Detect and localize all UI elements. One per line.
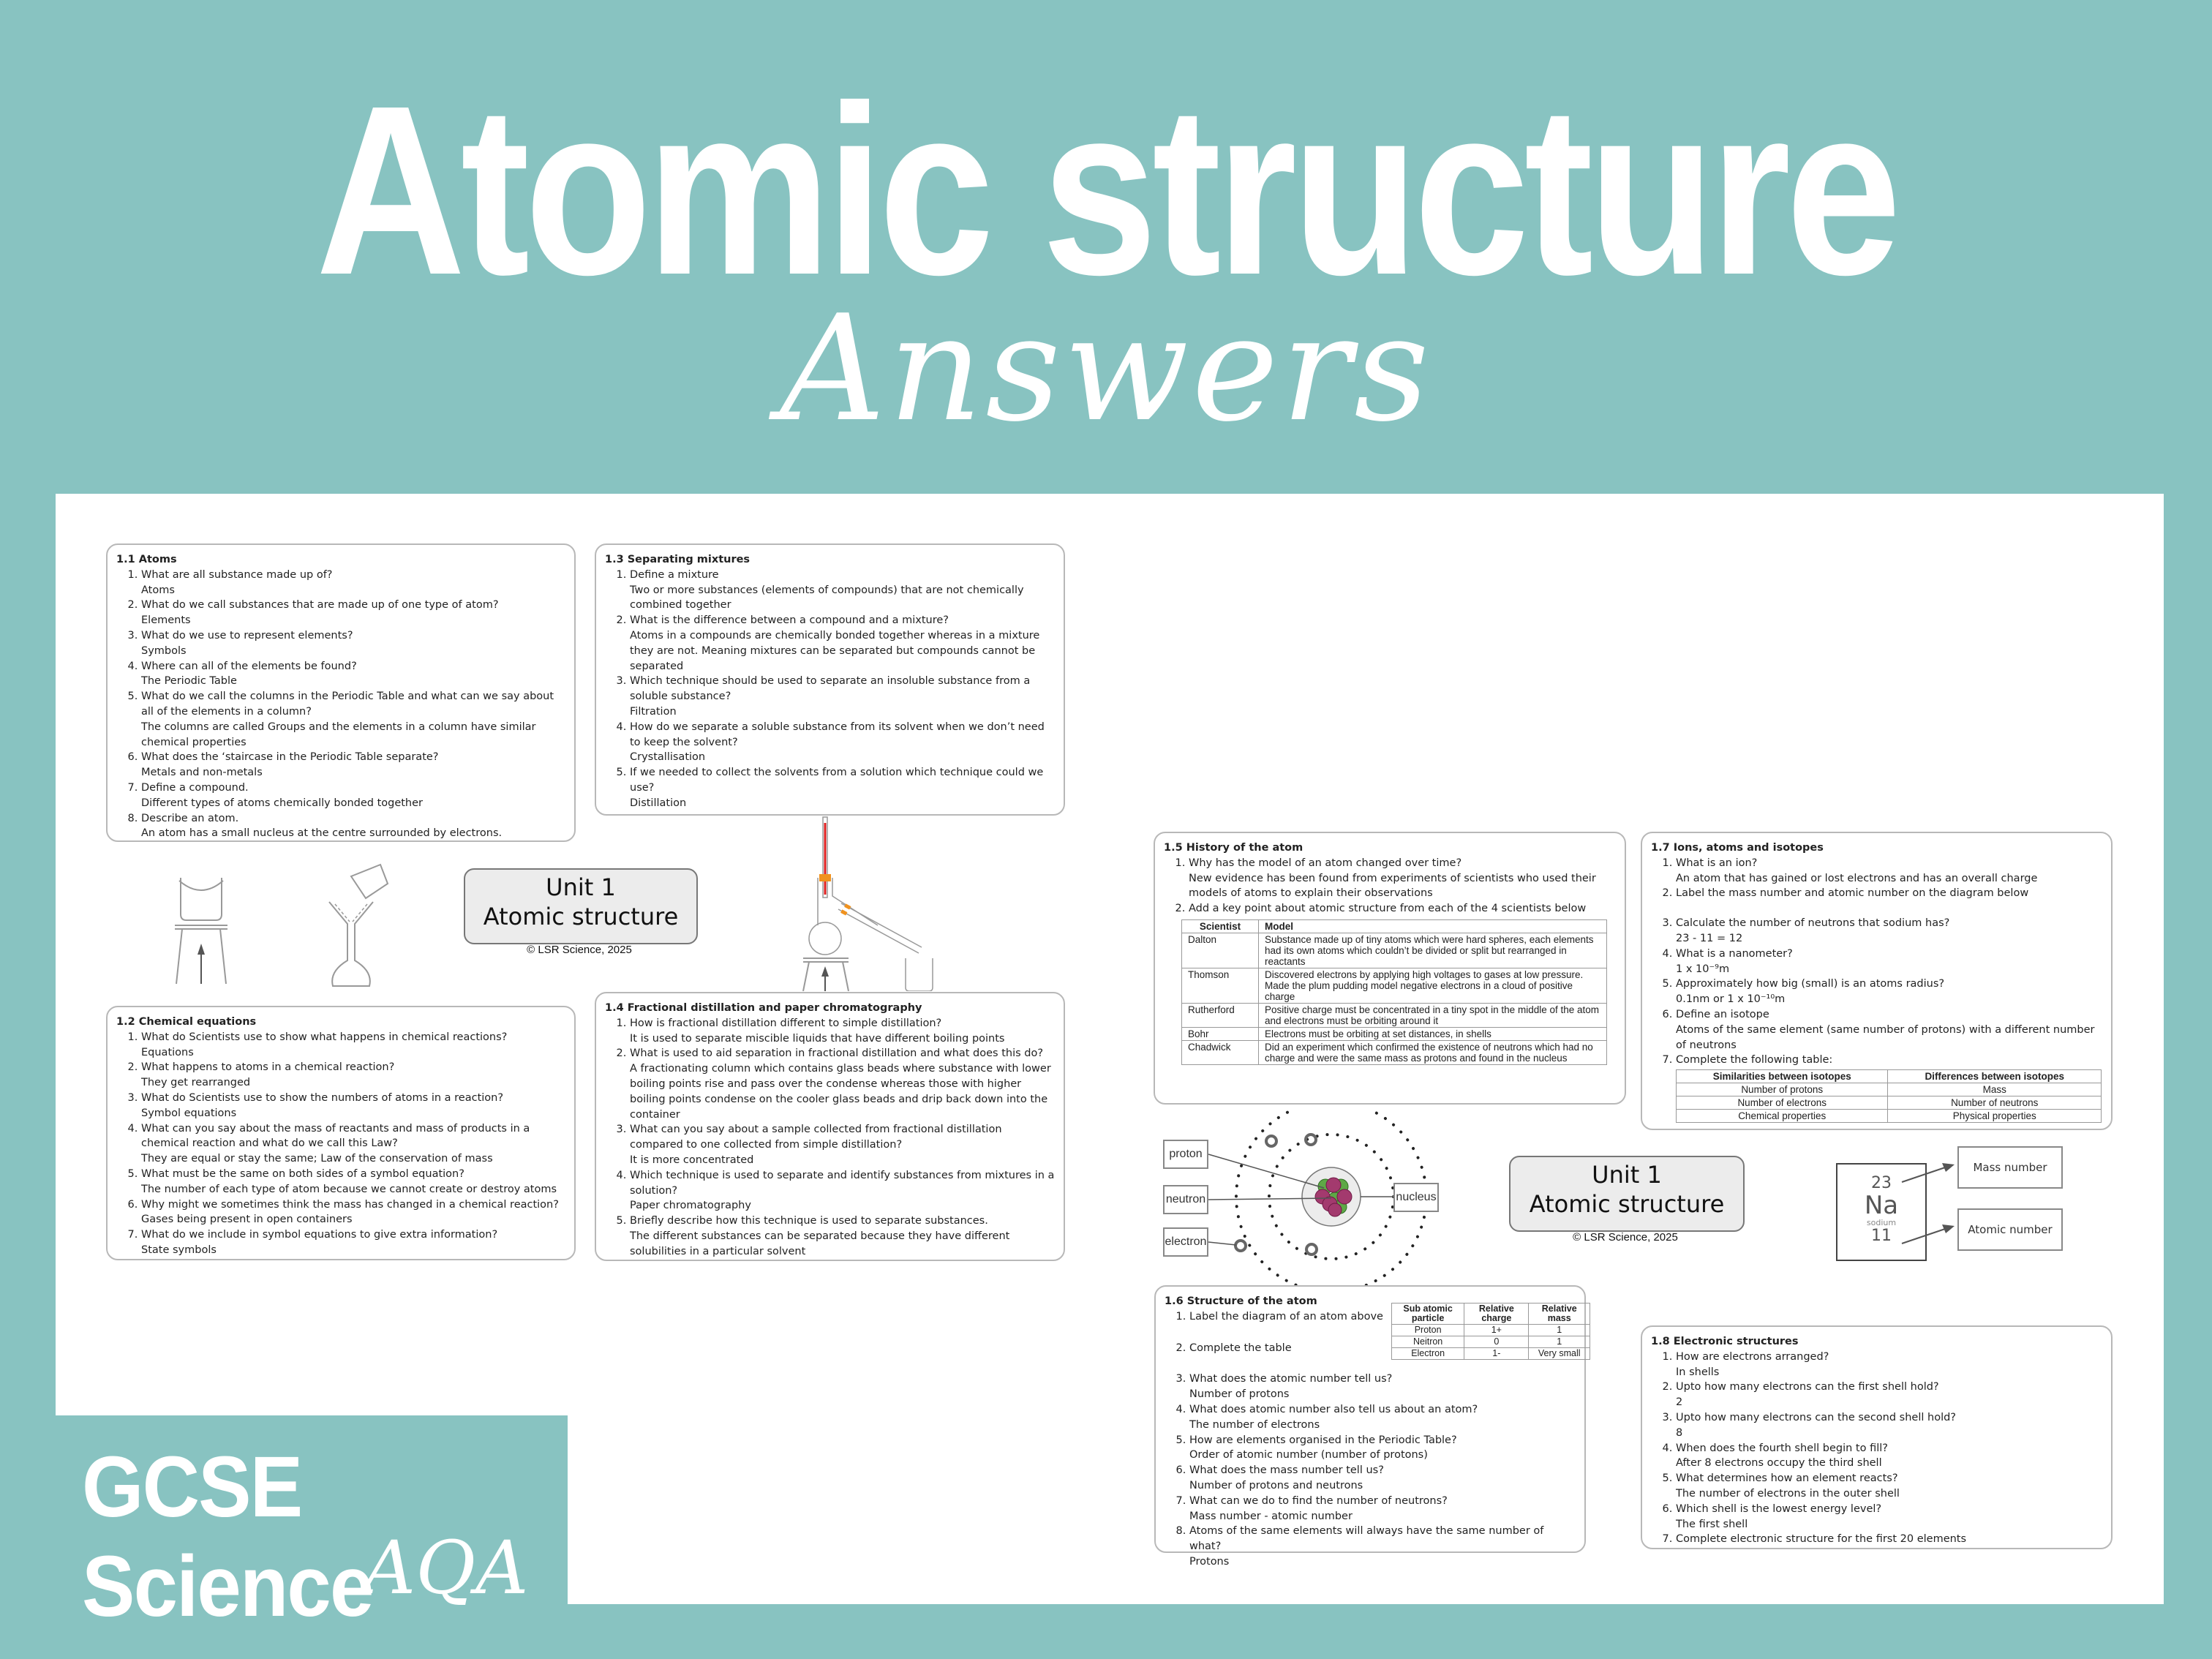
question-item [1676, 1007, 2102, 1053]
table-cell: Positive charge must be concentrated in a tiny spot in the middle of the atom and electrons must be orbiting around it [1259, 1003, 1607, 1027]
question-item [141, 659, 565, 690]
unit-number: Unit 1 [1592, 1161, 1662, 1189]
answer-text: Equations [141, 1046, 194, 1058]
atomic-number: 11 [1871, 1227, 1892, 1245]
answer-text: State symbols [141, 1244, 217, 1256]
table-row [1677, 1110, 2102, 1123]
question-text: Which shell is the lowest energy level? [1676, 1502, 1882, 1515]
answer-text: 0.1nm or 1 x 10⁻¹⁰m [1676, 993, 1786, 1006]
answer-text: Metals and non-metals [141, 767, 263, 779]
question-text: How do we separate a soluble substance from its solvent when we don’t need to keep the solvent? [630, 721, 1045, 748]
question-item [141, 1121, 565, 1167]
question-text: Where can all of the elements be found? [141, 660, 357, 672]
question-item [1676, 977, 2102, 1007]
section-title: 1.6 Structure of the atom [1165, 1295, 1317, 1307]
answer-text: Symbol equations [141, 1107, 237, 1119]
label-nucleus: nucleus [1393, 1183, 1439, 1212]
table-row [1392, 1325, 1590, 1336]
question-text: If we needed to collect the solvents from a solution which technique could we use? [630, 767, 1044, 794]
question-list [1164, 856, 1616, 917]
question-text: How are electrons arranged? [1676, 1350, 1829, 1363]
question-text: Upto how many electrons can the first shell hold? [1676, 1381, 1939, 1393]
answer-text: 2 [1676, 1396, 1683, 1409]
table-cell: Number of neutrons [1888, 1096, 2102, 1110]
question-text: Label the mass number and atomic number on the diagram below [1676, 887, 2029, 900]
question-item [141, 568, 565, 598]
answer-text: Atoms [141, 584, 175, 596]
question-item [630, 1046, 1055, 1122]
question-text: What do Scientists use to show the numbers of atoms in a reaction? [141, 1091, 504, 1104]
answer-text: It is more concentrated [630, 1154, 754, 1166]
question-item [630, 1214, 1055, 1259]
filtration-funnel-icon [315, 862, 402, 993]
question-list [1651, 1350, 2102, 1547]
table-row [1182, 1040, 1607, 1064]
table-cell: Neitron [1392, 1336, 1464, 1348]
label-electron: electron [1163, 1227, 1208, 1257]
answer-text: The number of electrons [1189, 1418, 1320, 1431]
answer-text: Atoms of the same element (same number of protons) with a different number of neutrons [1676, 1023, 2095, 1051]
element-symbol: Na [1864, 1191, 1899, 1220]
table-row [1182, 933, 1607, 968]
section-title: 1.3 Separating mixtures [605, 554, 750, 565]
page-title: Atomic structure [315, 55, 1897, 325]
question-item [1676, 886, 2102, 916]
table-row [1392, 1336, 1590, 1348]
answer-text: Mass number - atomic number [1189, 1510, 1353, 1522]
table-cell: Number of electrons [1677, 1096, 1888, 1110]
page-subtitle: Answers [780, 284, 1432, 454]
table-cell: Very small [1529, 1348, 1590, 1360]
answer-text: Elements [141, 614, 191, 627]
table-cell: 1 [1529, 1336, 1590, 1348]
answer-text: 8 [1676, 1426, 1683, 1439]
question-text: Which technique should be used to separate an insoluble substance from a soluble substance? [630, 675, 1031, 703]
answer-text: An atom has a small nucleus at the centre surrounded by electrons. [141, 827, 503, 840]
table-cell: Rutherford [1182, 1003, 1259, 1027]
answer-text: Filtration [630, 705, 677, 718]
question-text: What does the ‘staircase in the Periodic Table separate? [141, 751, 439, 764]
question-text: What can you say about the mass of reactants and mass of products in a chemical reaction and what do we call this Law? [141, 1122, 530, 1150]
table-cell: Number of protons [1677, 1083, 1888, 1096]
question-text: Which technique is used to separate and identify substances from mixtures in a solution? [630, 1169, 1055, 1197]
section-1-7-ions-isotopes [1641, 832, 2113, 1130]
section-1-6-structure-of-atom [1154, 1285, 1586, 1568]
question-item [630, 1016, 1055, 1047]
table-row [1392, 1348, 1590, 1360]
table-header-row [1182, 919, 1607, 933]
question-text: Label the diagram of an atom above [1189, 1310, 1383, 1323]
question-text: Upto how many electrons can the second shell hold? [1676, 1411, 1957, 1423]
question-text: What can we do to find the number of neutrons? [1189, 1494, 1448, 1507]
question-item [630, 568, 1055, 613]
question-item [1189, 856, 1616, 901]
table-cell: Mass [1888, 1083, 2102, 1096]
copyright: © LSR Science, 2025 [527, 944, 632, 956]
question-item [1189, 1524, 1576, 1569]
question-item [1676, 1471, 2102, 1502]
section-1-5-history-of-atom [1154, 832, 1626, 1105]
question-item [141, 689, 565, 750]
copyright: © LSR Science, 2025 [1573, 1231, 1678, 1244]
evaporating-basin-icon [172, 870, 230, 988]
question-item [1676, 856, 2102, 887]
table-cell: Bohr [1182, 1027, 1259, 1040]
question-list [605, 1016, 1055, 1260]
question-item [141, 1060, 565, 1091]
table-cell: Electrons must be orbiting at set distances, in shells [1259, 1027, 1607, 1040]
table-header: Relative mass [1529, 1304, 1590, 1325]
question-text: Add a key point about atomic structure from each of the 4 scientists below [1189, 903, 1587, 915]
question-item [1676, 1532, 2102, 1547]
table-cell: Proton [1392, 1325, 1464, 1336]
question-list [116, 568, 565, 841]
table-row [1182, 968, 1607, 1003]
question-item [141, 1197, 565, 1228]
unit-title: Atomic structure [1529, 1190, 1725, 1218]
isotopes-table [1676, 1069, 2102, 1123]
question-text: What determines how an element reacts? [1676, 1472, 1898, 1485]
answer-text: The first shell [1676, 1518, 1748, 1530]
answer-text: Paper chromatography [630, 1200, 751, 1212]
table-header: Differences between isotopes [1888, 1070, 2102, 1083]
table-cell: Chadwick [1182, 1040, 1259, 1064]
table-cell: 1 [1529, 1325, 1590, 1336]
question-text: Briefly describe how this technique is used to separate substances. [630, 1215, 988, 1227]
section-title: 1.4 Fractional distillation and paper chromatography [605, 1002, 922, 1014]
question-list [116, 1030, 565, 1258]
question-text: What do we use to represent elements? [141, 629, 353, 642]
scientists-table [1181, 919, 1607, 1065]
question-item [1189, 1463, 1576, 1494]
section-1-4-fractional-distillation [595, 992, 1065, 1261]
question-item [1676, 916, 2102, 947]
question-item [1189, 1433, 1576, 1464]
table-header: Sub atomic particle [1392, 1304, 1464, 1325]
question-list [1651, 856, 2102, 1068]
section-title: 1.8 Electronic structures [1651, 1336, 1799, 1347]
table-cell: Substance made up of tiny atoms which were hard spheres, each elements had its own atoms which couldn’t be divided or split but rearranged in reactants [1259, 933, 1607, 968]
answer-text: Crystallisation [630, 751, 706, 764]
table-header: Similarities between isotopes [1677, 1070, 1888, 1083]
answer-text: An atom that has gained or lost electrons and has an overall charge [1676, 872, 2038, 884]
answer-text: A fractionating column which contains glass beads where substance with lower boiling points rise and pass over the condense whereas those with higher boiling points condense on the cooler glass beads and drip back down into the container [630, 1063, 1051, 1121]
question-item [630, 765, 1055, 810]
label-mass-number: Mass number [1957, 1146, 2063, 1189]
answer-text: New evidence has been found from experiments of scientists who used their models of atoms to explain their observations [1189, 872, 1596, 900]
answer-text: Different types of atoms chemically bonded together [141, 797, 424, 809]
table-header: Model [1259, 919, 1607, 933]
table-cell: Dalton [1182, 933, 1259, 968]
answer-text: They get rearranged [141, 1077, 251, 1089]
question-text: Complete electronic structure for the first 20 elements [1676, 1533, 1967, 1546]
answer-text [1676, 901, 2102, 916]
question-item [1676, 1350, 2102, 1380]
question-item [1676, 1441, 2102, 1472]
question-text: What can you say about a sample collected from fractional distillation compared to one collected from simple distillation? [630, 1124, 1002, 1151]
question-text: Atoms of the same elements will always have the same number of what? [1189, 1525, 1544, 1553]
table-cell: Thomson [1182, 968, 1259, 1003]
question-text: How are elements organised in the Periodic Table? [1189, 1434, 1457, 1446]
question-text: What are all substance made up of? [141, 568, 333, 581]
question-text: What do we call substances that are made up of one type of atom? [141, 599, 499, 612]
question-text: What does atomic number also tell us about an atom? [1189, 1403, 1478, 1415]
table-row [1182, 1003, 1607, 1027]
question-text: What do we include in symbol equations to give extra information? [141, 1229, 498, 1241]
table-cell: Did an experiment which confirmed the existence of neutrons which had no charge and were the same mass as protons and found in the nucleus [1259, 1040, 1607, 1064]
table-header-row [1677, 1070, 2102, 1083]
answer-text: The different substances can be separated because they have different solubilities in a particular solvent [630, 1230, 1010, 1257]
section-title: 1.1 Atoms [116, 554, 177, 565]
question-item [141, 1227, 565, 1258]
answer-text: In shells [1676, 1366, 1720, 1378]
unit-card-right [1509, 1156, 1745, 1232]
answer-text: Protons [1189, 1555, 1230, 1568]
section-title: 1.2 Chemical equations [116, 1016, 257, 1028]
unit-card-left [464, 868, 698, 944]
answer-text: Number of protons [1189, 1388, 1290, 1401]
answer-text: Atoms in a compounds are chemically bonded together whereas in a mixture they are not. Meaning mixtures can be separated but compounds cannot be separated [630, 629, 1040, 672]
answer-text: After 8 electrons occupy the third shell [1676, 1457, 1882, 1470]
answer-text: The number of electrons in the outer shell [1676, 1487, 1900, 1500]
question-item [1189, 1372, 1576, 1402]
table-row [1677, 1083, 2102, 1096]
answer-text: Symbols [141, 644, 187, 657]
section-title: 1.7 Ions, atoms and isotopes [1651, 842, 1824, 854]
label-atomic-number: Atomic number [1957, 1208, 2063, 1251]
answer-text: Order of atomic number (number of protons) [1189, 1449, 1428, 1462]
answer-text: 1 x 10⁻⁹m [1676, 963, 1730, 975]
question-item [1676, 1053, 2102, 1068]
question-text: What is used to aid separation in fractional distillation and what does this do? [630, 1047, 1044, 1060]
table-cell: Electron [1392, 1348, 1464, 1360]
question-item [141, 780, 565, 811]
question-item [1676, 947, 2102, 977]
question-text: Approximately how big (small) is an atoms radius? [1676, 978, 1945, 990]
question-text: What does the atomic number tell us? [1189, 1373, 1393, 1385]
question-item [141, 628, 565, 659]
question-text: What is the difference between a compound and a mixture? [630, 614, 949, 627]
question-item [1676, 1380, 2102, 1410]
question-item [630, 674, 1055, 719]
question-list [605, 568, 1055, 811]
question-item [1189, 1402, 1576, 1433]
section-1-3-separating-mixtures [595, 543, 1065, 816]
question-text: When does the fourth shell begin to fill? [1676, 1442, 1888, 1454]
question-text: Why has the model of an atom changed over time? [1189, 857, 1462, 869]
answer-text: 23 - 11 = 12 [1676, 932, 1743, 944]
unit-number: Unit 1 [546, 873, 616, 901]
mass-number: 23 [1871, 1174, 1892, 1192]
label-proton: proton [1163, 1140, 1208, 1169]
table-header-row [1392, 1304, 1590, 1325]
question-text: Describe an atom. [141, 812, 239, 824]
answer-text: They are equal or stay the same; Law of the conservation of mass [141, 1153, 493, 1165]
question-text: What do Scientists use to show what happens in chemical reactions? [141, 1031, 508, 1043]
question-item [630, 613, 1055, 674]
subatomic-particles-table [1391, 1303, 1590, 1360]
answer-text: It is used to separate miscible liquids that have different boiling points [630, 1032, 1005, 1045]
table-cell: Chemical properties [1677, 1110, 1888, 1123]
section-1-2-chemical-equations [106, 1006, 576, 1260]
question-text: Why might we sometimes think the mass has changed in a chemical reaction? [141, 1198, 559, 1211]
question-item [141, 1030, 565, 1061]
question-item [1676, 1410, 2102, 1441]
answer-text: Gases being present in open containers [141, 1214, 353, 1226]
question-text: Define a mixture [630, 568, 719, 581]
question-item [630, 1168, 1055, 1214]
answer-text: Number of protons and neutrons [1189, 1479, 1363, 1491]
table-row [1182, 1027, 1607, 1040]
arrows [1895, 1156, 1960, 1258]
question-item [1189, 1494, 1576, 1524]
brand-gcse-science: GCSE Science [82, 1439, 373, 1635]
section-1-1-atoms [106, 543, 576, 842]
distillation-apparatus-icon [797, 816, 936, 991]
brand-exam-board: AQA [363, 1525, 529, 1611]
question-text: What is an ion? [1676, 857, 1758, 869]
question-text: What is a nanometer? [1676, 947, 1793, 960]
question-text: Complete the table [1189, 1342, 1292, 1354]
table-header: Relative charge [1464, 1304, 1529, 1325]
question-item [141, 750, 565, 780]
answer-text: The columns are called Groups and the elements in a column have similar chemical properties [141, 721, 536, 748]
table-cell: 1+ [1464, 1325, 1529, 1336]
question-item [1189, 901, 1616, 917]
answer-text: The number of each type of atom because we cannot create or destroy atoms [141, 1183, 557, 1195]
question-text: Define an isotope [1676, 1008, 1769, 1020]
question-item [1676, 1502, 2102, 1532]
question-text: Complete the following table: [1676, 1054, 1833, 1066]
question-text: Define a compound. [141, 781, 249, 794]
table-cell: Discovered electrons by applying high voltages to gases at low pressure. Made the plum pudding model negative electrons in a cloud of positive charge [1259, 968, 1607, 1003]
unit-title: Atomic structure [483, 903, 679, 930]
question-item [141, 598, 565, 628]
table-cell: Physical properties [1888, 1110, 2102, 1123]
question-item [141, 1167, 565, 1197]
answer-text: The Periodic Table [141, 675, 237, 688]
question-item [141, 1091, 565, 1121]
table-header: Scientist [1182, 919, 1259, 933]
section-1-8-electronic-structures [1641, 1325, 2113, 1549]
question-text: What do we call the columns in the Periodic Table and what can we say about all of the elements in a column? [141, 691, 554, 718]
question-item [141, 811, 565, 842]
question-text: What must be the same on both sides of a symbol equation? [141, 1167, 464, 1180]
question-text: Calculate the number of neutrons that sodium has? [1676, 917, 1950, 930]
answer-text: Distillation [630, 797, 687, 809]
label-neutron: neutron [1163, 1185, 1208, 1214]
question-text: What does the mass number tell us? [1189, 1464, 1384, 1477]
question-item [630, 1122, 1055, 1167]
question-text: How is fractional distillation different to simple distillation? [630, 1017, 942, 1029]
question-item [630, 720, 1055, 765]
question-text: What happens to atoms in a chemical reaction? [141, 1061, 395, 1074]
section-title: 1.5 History of the atom [1164, 842, 1304, 854]
answer-text: Two or more substances (elements of compounds) that are not chemically combined together [630, 584, 1024, 612]
brand-tab [56, 1415, 568, 1659]
table-cell: 1- [1464, 1348, 1529, 1360]
table-cell: 0 [1464, 1336, 1529, 1348]
table-row [1677, 1096, 2102, 1110]
element-name: sodium [1866, 1218, 1897, 1227]
